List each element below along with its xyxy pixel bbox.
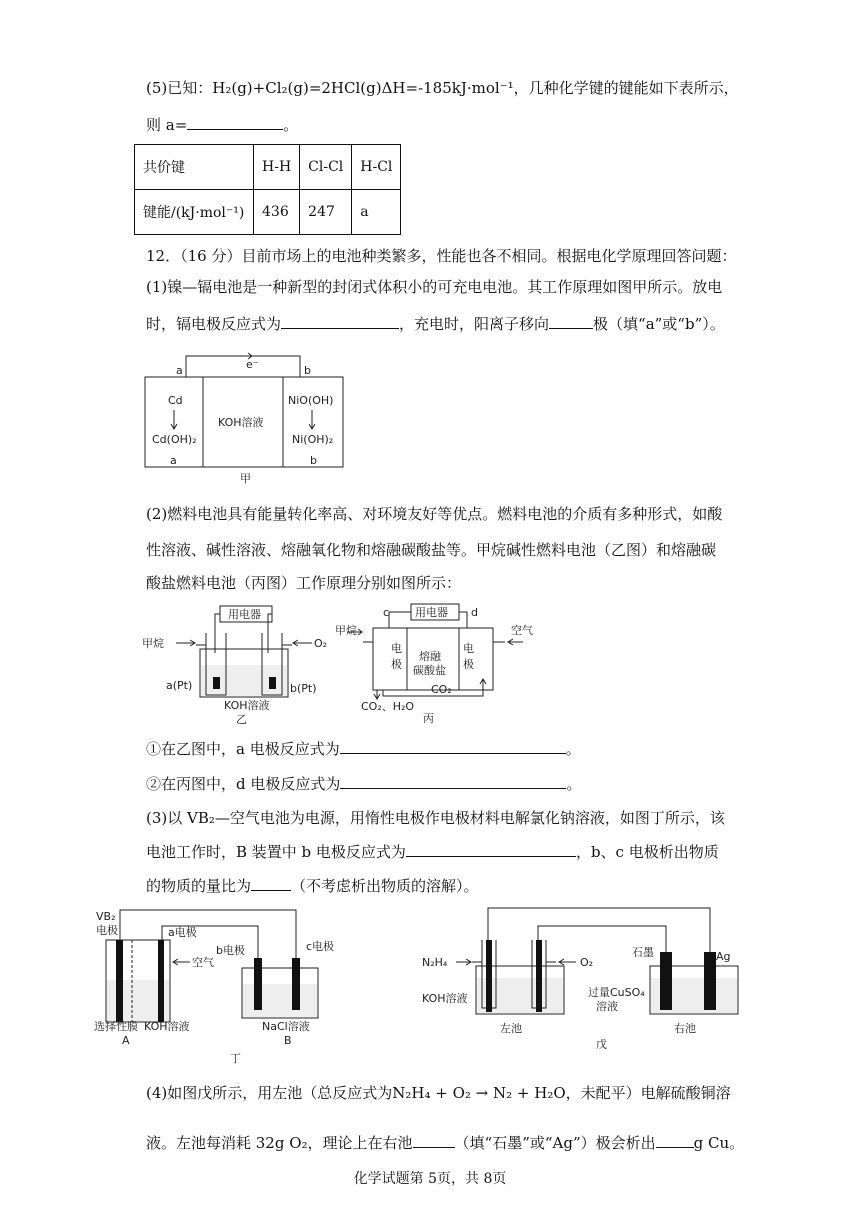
device-label: 用电器 [228,608,261,621]
vb2-label: VB₂ [96,910,116,923]
q12-p1-line2 [146,313,725,335]
table-cell: H-H [254,145,300,190]
label-A: A [122,1034,130,1047]
electron-label: e⁻ [246,358,259,371]
text: （不考虑析出物质的溶解）。 [291,877,479,895]
text: (4)如图戊所示，用左池（总反应式为 [146,1084,393,1102]
left-electrode-label: 电 [391,642,402,655]
q12-p2-q1 [146,738,581,760]
table-row [135,145,401,190]
text: 的物质的量比为 [146,877,252,895]
answer-blank[interactable] [549,314,593,329]
o2-label: O₂ [580,956,594,969]
answer-blank[interactable] [413,1133,455,1148]
figure-bing [333,600,555,726]
q12-p2-line2: 性溶液、碱性溶液、熔融氧化物和熔融碳酸盐等。甲烷碱性燃料电池（乙图）和熔融碳 [146,541,717,559]
caption-ding: 丁 [230,1052,241,1065]
p4-equation: N₂H₄ + O₂ → N₂ + H₂O [392,1084,566,1102]
answer-blank[interactable] [656,1133,694,1148]
nioh2-label: Ni(OH)₂ [292,433,334,446]
wire [268,614,272,653]
q12-p2-q2 [146,773,581,795]
b-electrode [254,958,262,1010]
koh-label: KOH溶液 [218,416,264,429]
carbonate-label: 碳酸盐 [413,664,446,677]
koh-label: KOH溶液 [224,699,270,712]
label-a: a [176,364,183,377]
wire [120,910,296,958]
caption-yi: 乙 [236,713,247,725]
q5-suffix: ，几种化学键的键能如下表所示， [513,79,739,97]
text: 时，镉电极反应式为 [146,315,282,333]
label-c: c [383,606,390,619]
left-electrode [486,940,492,1012]
label-d: d [471,606,478,619]
figure-wu [420,904,742,1054]
text: ，b、c 电极析出物质 [575,843,719,861]
vb2-electrode [116,940,123,1022]
o2-label: O₂ [314,637,328,650]
nioooh-label: NiO(OH) [288,394,334,407]
wire [459,612,467,628]
electrode-a-label: a(Pt) [166,679,193,692]
a-electrode [158,940,164,1022]
left-pool-label: 左池 [500,1022,522,1035]
device-label: 用电器 [415,606,448,619]
ag-electrode [704,952,716,1010]
table-cell: 共价键 [135,145,254,190]
q12-p3-line3 [146,875,479,897]
wire [215,614,220,653]
methane-label: 甲烷 [142,637,164,650]
electrode-b [269,677,276,689]
label-b: b [304,364,311,377]
q5-ask: 则 a= [146,116,188,134]
cuso4-label: 过量CuSO₄ [588,986,645,999]
q12-p3-line2 [146,841,719,863]
figure-jia [140,350,350,488]
table-cell: Cl-Cl [300,145,352,190]
q5-answer-blank[interactable] [187,115,283,130]
ag-label: Ag [716,950,731,963]
wire [389,612,411,628]
page-footer: 化学试题第 5页，共 8页 [353,1171,507,1187]
q12-p2-line1: (2)燃料电池具有能量转化率高、对环境友好等优点。燃料电池的介质有多种形式，如酸 [146,505,723,523]
answer-blank[interactable] [251,876,291,891]
n2h4-label: N₂H₄ [422,956,448,969]
figure-ding [92,906,358,1066]
table-cell: 436 [254,190,300,235]
cd-label: Cd [168,394,183,407]
cdoh2-label: Cd(OH)₂ [152,433,197,446]
molten-label: 熔融 [419,650,441,663]
bottom-a: a [170,454,177,467]
vb2-label: 电极 [96,924,118,937]
graphite-electrode [660,952,672,1010]
table-cell: a [352,190,401,235]
b-electrode-label: b电极 [216,944,245,957]
koh-label: KOH溶液 [144,1020,190,1033]
q12-p3-line1: (3)以 VB₂—空气电池为电源，用惰性电极作电极材料电解氯化钠溶液，如图丁所示，该 [146,809,725,827]
methane-label: 甲烷 [335,624,357,637]
q5-line1 [146,77,739,99]
c-electrode-label: c电极 [306,940,335,953]
outlet-label: CO₂、H₂O [361,700,415,713]
right-pool-label: 右池 [674,1022,696,1035]
q5-equation: H₂(g)+Cl₂(g)=2HCl(g)ΔH=-185kJ·mol⁻¹ [212,79,514,97]
left-electrode-label: 极 [391,658,402,671]
electrode-b-label: b(Pt) [290,682,317,695]
caption-bing: 丙 [423,712,434,725]
table-cell: H-Cl [352,145,401,190]
q5-line2 [146,114,298,136]
text: 电池工作时，B 装置中 b 电极反应式为 [146,843,406,861]
nacl-label: NaCl溶液 [262,1020,310,1033]
cuso4-label: 溶液 [596,1000,618,1013]
q12-title: 12．（16 分）目前市场上的电池种类繁多，性能也各不相同。根据电化学原理回答问题： [146,247,737,265]
text: 。 [566,775,582,793]
caption-wu: 戊 [596,1038,607,1051]
membrane-label: 选择性膜 [94,1020,138,1033]
table-cell: 247 [300,190,352,235]
text: ①在乙图中，a 电极反应式为 [146,740,340,758]
text: g Cu。 [693,1134,745,1152]
bottom-b: b [310,454,317,467]
wire [488,908,710,952]
q12-p1-line1: (1)镍—镉电池是一种新型的封闭式体积小的可充电电池。其工作原理如图甲所示。放电 [146,278,723,296]
text: ，未配平）电解硫酸铜溶 [565,1084,731,1102]
table-row [135,190,401,235]
q5-prefix: (5)已知： [146,79,213,97]
caption-jia: 甲 [240,472,251,485]
text: 。 [565,740,581,758]
q5-end: 。 [283,116,299,134]
text: （填“石墨”或“Ag”）极会析出 [454,1134,656,1152]
wire [186,356,300,377]
air-label: 空气 [192,956,214,969]
table-cell: 键能/(kJ·mol⁻¹) [135,190,254,235]
label-B: B [284,1034,292,1047]
text: 液。左池每消耗 32g O₂，理论上在右池 [146,1134,413,1152]
c-electrode [292,958,300,1010]
text: ②在丙图中，d 电极反应式为 [146,775,341,793]
graphite-label: 石墨 [632,946,654,959]
koh-label: KOH溶液 [422,992,468,1005]
figure-yi [140,603,330,725]
q12-p4-line2 [146,1132,744,1154]
text: 极（填“a”或“b”）。 [593,315,725,333]
right-electrode-label: 电 [463,642,474,655]
air-label: 空气 [511,624,533,637]
q12-p4-line1 [146,1082,731,1104]
answer-blank[interactable] [340,739,566,754]
a-electrode-label: a电极 [168,926,197,939]
answer-blank[interactable] [406,842,576,857]
answer-blank[interactable] [340,774,566,789]
answer-blank[interactable] [281,314,399,329]
right-electrode [536,940,542,1012]
electrode-a [213,677,220,689]
text: ，充电时，阳离子移向 [399,315,550,333]
q12-p2-line3: 酸盐燃料电池（丙图）工作原理分别如图所示： [146,574,462,592]
right-electrode-label: 极 [463,658,474,671]
co2-label: CO₂ [431,683,452,696]
bond-energy-table [134,144,401,235]
